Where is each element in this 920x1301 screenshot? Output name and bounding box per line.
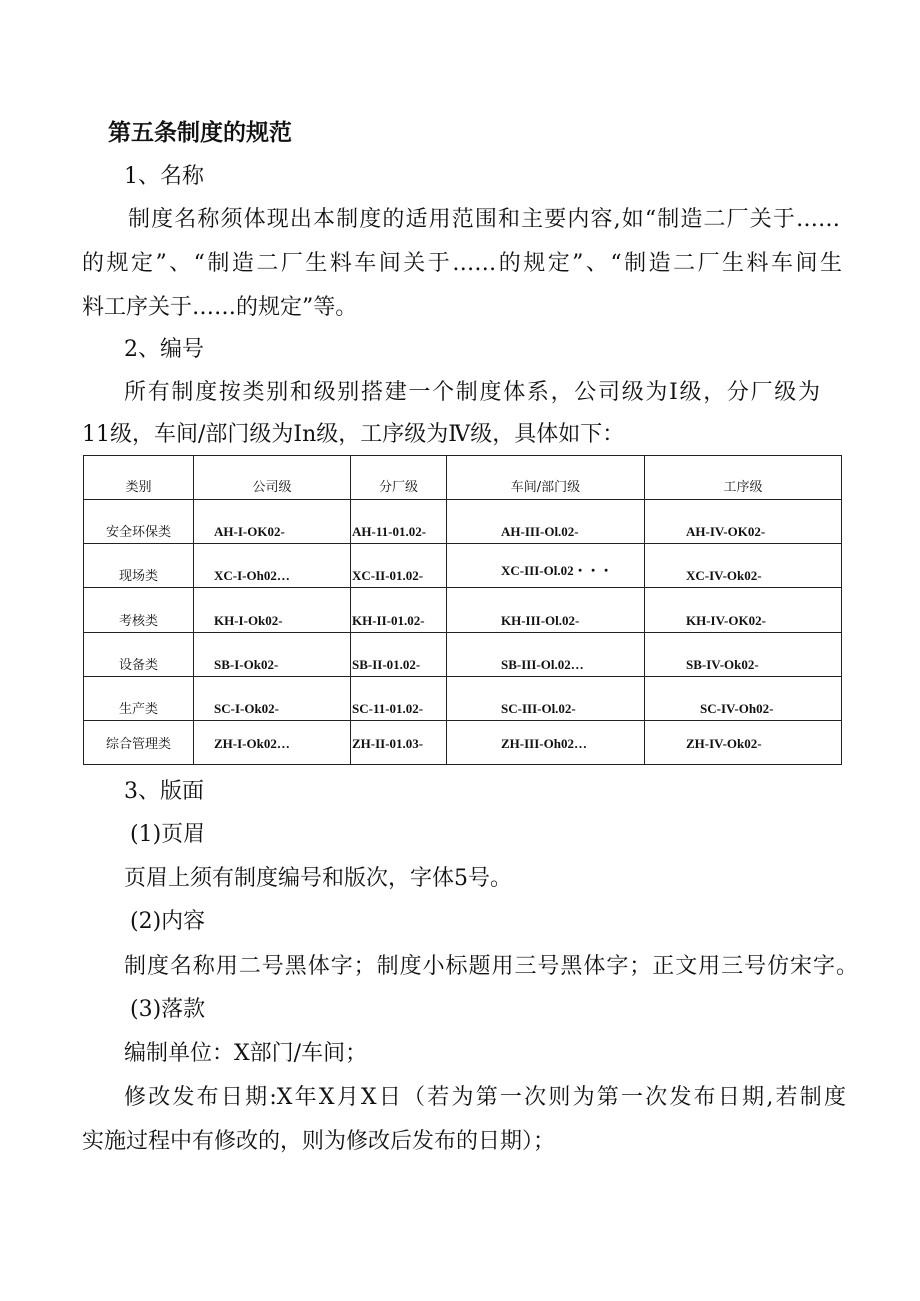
table-row	[84, 632, 842, 676]
code-cell: XC-IV-Ok02-	[645, 544, 842, 588]
revision-date-line-2: 实施过程中有修改的，则为修改后发布的日期）；	[82, 1129, 556, 1154]
section-title: 第五条制度的规范	[108, 120, 292, 146]
code-cell: XC-III-Ol.02・・・	[447, 544, 645, 588]
section-1-heading: 1、名称	[124, 164, 204, 189]
table-row	[84, 500, 842, 544]
table-row	[84, 544, 842, 588]
section-3-heading: 3、版面	[124, 779, 204, 804]
section-1-paragraph-line-3: 料工序关于……的规定”等。	[82, 295, 358, 320]
section-2-paragraph-line-2: 11级，车间/部门级为In级，工序级为Ⅳ级，具体如下：	[82, 422, 625, 447]
header-cell: 公司级	[194, 456, 351, 500]
table-row	[84, 720, 842, 764]
section-2-paragraph-line-1: 所有制度按类别和级别搭建一个制度体系，公司级为Ⅰ级，分厂级为	[124, 380, 820, 405]
code-cell: KH-III-Ol.02-	[447, 588, 645, 632]
code-table	[83, 455, 842, 765]
code-cell: SC-III-Ol.02-	[447, 676, 645, 720]
table-header-row	[84, 456, 842, 500]
table-row	[84, 588, 842, 632]
subheading-signature: (3)落款	[130, 997, 206, 1022]
header-requirement-text: 页眉上须有制度编号和版次，字体5号。	[124, 866, 512, 891]
code-cell: SC-IV-Oh02-	[645, 676, 842, 720]
code-cell: KH-II-01.02-	[351, 588, 447, 632]
code-cell: AH-11-01.02-	[351, 500, 447, 544]
code-cell: AH-I-OK02-	[194, 500, 351, 544]
table-row	[84, 676, 842, 720]
section-2-heading: 2、编号	[124, 337, 204, 362]
category-cell: 考核类	[84, 588, 194, 632]
compiling-unit-text: 编制单位：X部门/车间；	[124, 1041, 368, 1066]
code-cell: KH-I-Ok02-	[194, 588, 351, 632]
code-cell: ZH-IV-Ok02-	[645, 720, 842, 764]
code-cell: SB-IV-Ok02-	[645, 632, 842, 676]
code-cell: SC-11-01.02-	[351, 676, 447, 720]
code-cell: ZH-II-01.03-	[351, 720, 447, 764]
content-requirement-text: 制度名称用二号黑体字；制度小标题用三号黑体字；正文用三号仿宋字。	[124, 954, 858, 979]
code-cell: AH-III-Ol.02-	[447, 500, 645, 544]
section-1-paragraph-line-1: 制度名称须体现出本制度的适用范围和主要内容,如“制造二厂关于……	[128, 207, 840, 232]
subheading-content: (2)内容	[130, 909, 206, 934]
code-cell: ZH-III-Oh02…	[447, 720, 645, 764]
code-cell: SB-I-Ok02-	[194, 632, 351, 676]
code-cell: AH-IV-OK02-	[645, 500, 842, 544]
code-cell: SB-III-Ol.02…	[447, 632, 645, 676]
header-cell: 工序级	[645, 456, 842, 500]
category-cell: 现场类	[84, 544, 194, 588]
subheading-header: (1)页眉	[130, 822, 206, 847]
code-cell: SC-I-Ok02-	[194, 676, 351, 720]
category-cell: 设备类	[84, 632, 194, 676]
code-cell: XC-I-Oh02…	[194, 544, 351, 588]
header-cell: 分厂级	[351, 456, 447, 500]
category-cell: 生产类	[84, 676, 194, 720]
category-cell: 安全环保类	[84, 500, 194, 544]
header-cell: 车间/部门级	[447, 456, 645, 500]
code-cell: KH-IV-OK02-	[645, 588, 842, 632]
category-cell: 综合管理类	[84, 720, 194, 764]
section-1-paragraph-line-2: 的规定”、“制造二厂生料车间关于……的规定”、“制造二厂生料车间生	[82, 251, 842, 276]
code-cell: ZH-I-Ok02…	[194, 720, 351, 764]
header-cell: 类别	[84, 456, 194, 500]
code-cell: SB-II-01.02-	[351, 632, 447, 676]
code-cell: XC-II-01.02-	[351, 544, 447, 588]
revision-date-line-1: 修改发布日期:X年X月X日（若为第一次则为第一次发布日期,若制度	[124, 1085, 846, 1110]
